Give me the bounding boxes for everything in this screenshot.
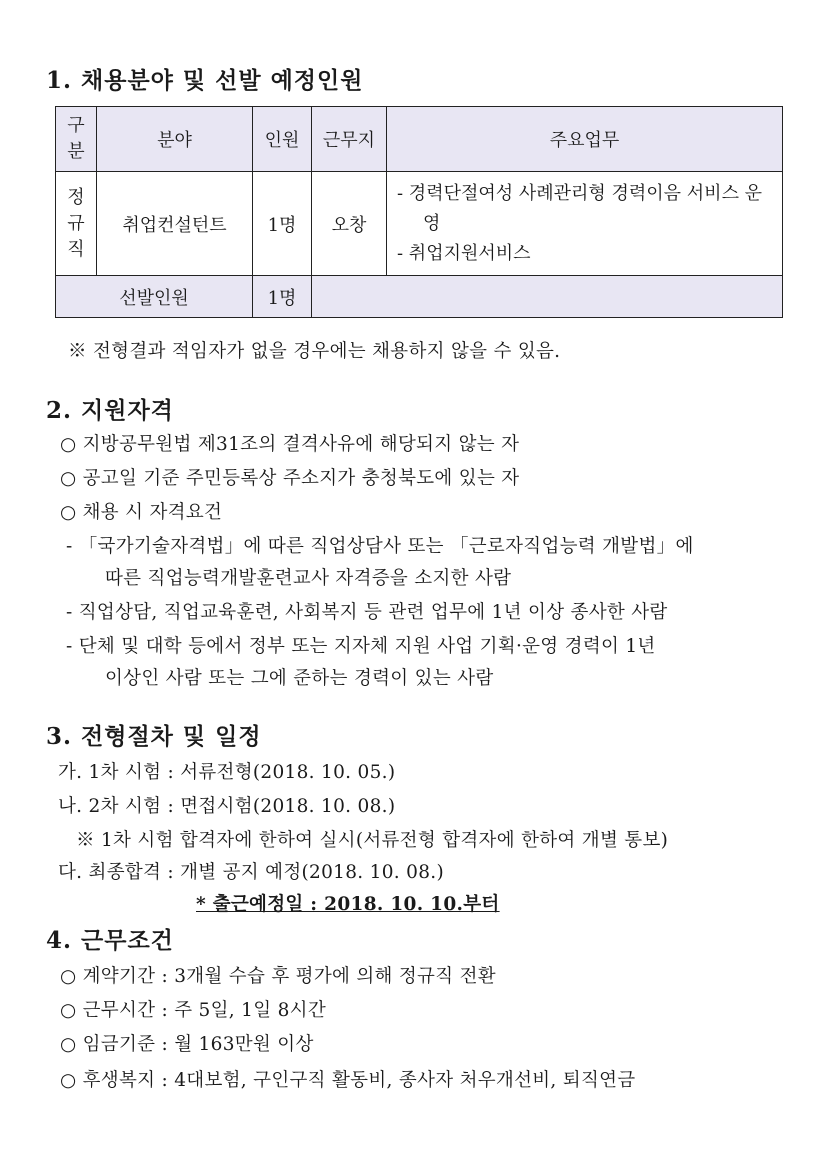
section4-heading: 4. 근무조건 [46, 927, 174, 954]
requirement-line: - 단체 및 대학 등에서 정부 또는 지자체 지원 사업 기획·운영 경력이 1년 [66, 636, 656, 657]
section1-note: ※ 전형결과 적임자가 없을 경우에는 채용하지 않을 수 있음. [68, 341, 561, 362]
total-empty-cell [312, 276, 783, 318]
cell-duties [387, 172, 783, 276]
qualification-item: ○ 공고일 기준 주민등록상 주소지가 충청북도에 있는 자 [60, 468, 520, 489]
header-location: 근무지 [312, 107, 387, 172]
condition-item: ○ 근무시간 : 주 5일, 1일 8시간 [60, 1000, 326, 1021]
qualification-item: ○ 지방공무원법 제31조의 결격사유에 해당되지 않는 자 [60, 434, 520, 455]
requirement-line: 이상인 사람 또는 그에 준하는 경력이 있는 사람 [105, 668, 494, 689]
total-label: 선발인원 [56, 276, 253, 318]
schedule-note: ※ 1차 시험 합격자에 한하여 실시(서류전형 합격자에 한하여 개별 통보) [76, 830, 669, 851]
schedule-step: 가. 1차 시험 : 서류전형(2018. 10. 05.) [58, 762, 396, 783]
header-field: 분야 [97, 107, 253, 172]
total-count: 1명 [253, 276, 312, 318]
condition-item: ○ 임금기준 : 월 163만원 이상 [60, 1034, 314, 1055]
table-total-row [56, 276, 783, 318]
duty-item: - 경력단절여성 사례관리형 경력이음 서비스 운영 [397, 182, 763, 234]
header-count: 인원 [253, 107, 312, 172]
requirement-line: - 「국가기술자격법」에 따른 직업상담사 또는 「근로자직업능력 개발법」에 [66, 536, 694, 557]
requirement-line: - 직업상담, 직업교육훈련, 사회복지 등 관련 업무에 1년 이상 종사한 사람 [66, 602, 668, 623]
section2-heading: 2. 지원자격 [46, 397, 174, 424]
section3-heading: 3. 전형절차 및 일정 [46, 723, 262, 750]
schedule-step: 다. 최종합격 : 개별 공지 예정(2018. 10. 08.) [58, 862, 444, 883]
section1-heading: 1. 채용분야 및 선발 예정인원 [46, 67, 364, 94]
table-row [56, 172, 783, 276]
duty-item: - 취업지원서비스 [397, 242, 531, 264]
cell-field: 취업컨설턴트 [97, 172, 253, 276]
requirement-line: 따른 직업능력개발훈련교사 자격증을 소지한 사람 [105, 568, 512, 589]
cell-category: 정 규 직 [56, 172, 97, 276]
header-duties: 주요업무 [387, 107, 783, 172]
table-header-row [56, 107, 783, 172]
schedule-step: 나. 2차 시험 : 면접시험(2018. 10. 08.) [58, 796, 396, 817]
condition-item: ○ 계약기간 : 3개월 수습 후 평가에 의해 정규직 전환 [60, 966, 496, 987]
cell-location: 오창 [312, 172, 387, 276]
qualification-item: ○ 채용 시 자격요건 [60, 502, 223, 523]
condition-item: ○ 후생복지 : 4대보험, 구인구직 활동비, 종사자 처우개선비, 퇴직연금 [60, 1070, 636, 1091]
recruitment-table [55, 106, 783, 318]
cell-count: 1명 [253, 172, 312, 276]
start-date: * 출근예정일 : 2018. 10. 10.부터 [196, 894, 500, 915]
header-category: 구 분 [56, 107, 97, 172]
